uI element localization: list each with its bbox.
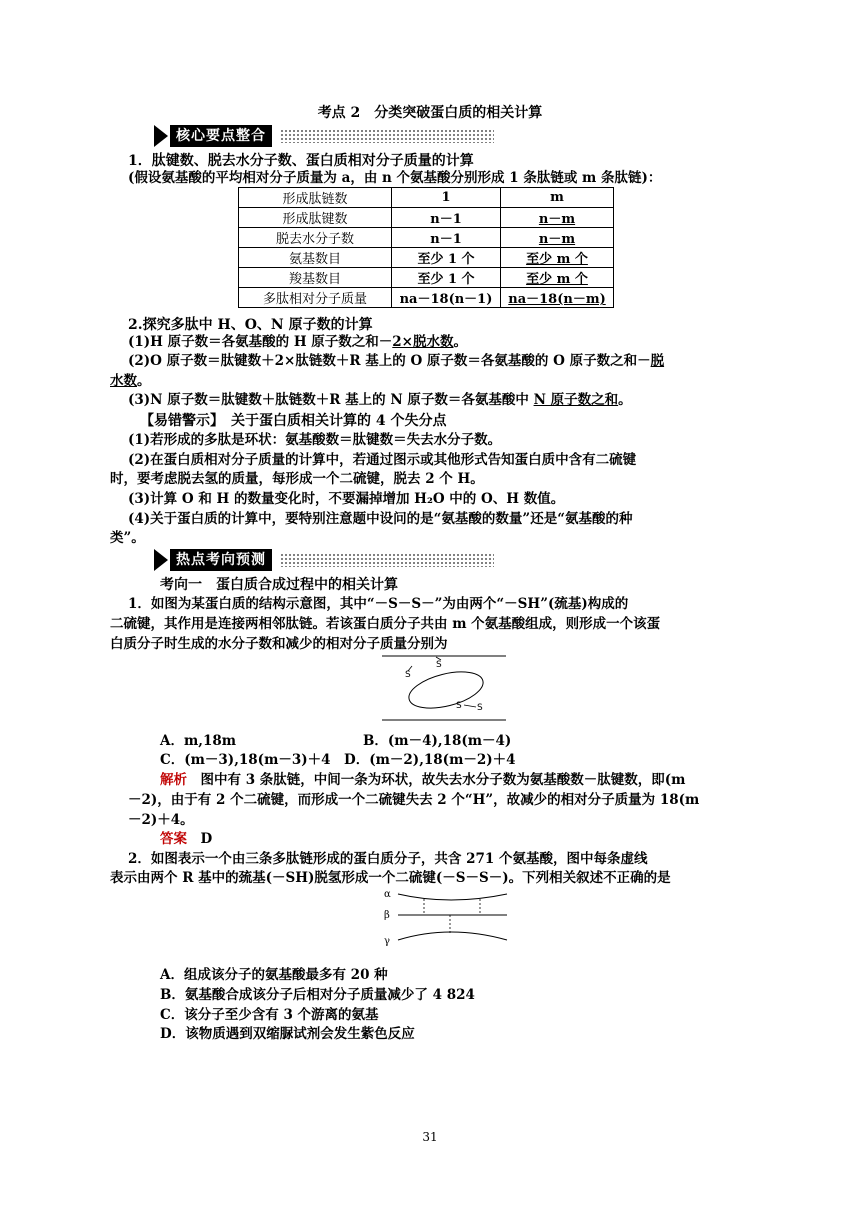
table-cell: n－m — [501, 208, 614, 228]
banner-dots — [280, 553, 494, 567]
text: 。 — [137, 373, 151, 389]
table-row — [239, 228, 614, 248]
three-chain-figure — [382, 888, 512, 948]
warning-point: (1)若形成的多肽是环状：氨基酸数＝肽键数＝失去水分子数。 — [128, 432, 502, 448]
warning-heading: 【易错警示】 关于蛋白质相关计算的 4 个失分点 — [140, 413, 447, 429]
question-2-text: 2．如图表示一个由三条多肽链形成的蛋白质分子，共含 271 个氨基酸，图中每条虚线 — [128, 851, 648, 867]
option-a: A．m,18m — [160, 733, 237, 749]
table-cell: na－18(n－m) — [501, 288, 614, 308]
table-row — [239, 288, 614, 308]
table-cell: 脱去水分子数 — [239, 228, 392, 248]
table-row — [239, 208, 614, 228]
text: 。 — [618, 392, 632, 408]
sulfur-label: S — [456, 701, 462, 711]
text: 图中有 3 条肽链，中间一条为环状，故失去水分子数为氨基酸数－肽键数，即(m — [187, 772, 686, 788]
table-cell: n－m — [501, 228, 614, 248]
question-1-text: 1．如图为某蛋白质的结构示意图，其中“－S－S－”为由两个“－SH”(巯基)构成的 — [128, 596, 629, 612]
banner-arrow-icon — [154, 125, 168, 147]
banner-dots — [280, 129, 494, 143]
banner-label: 热点考向预测 — [170, 549, 272, 571]
banner-label: 核心要点整合 — [170, 125, 272, 147]
option-b: B．(m－4),18(m－4) — [363, 733, 512, 749]
table-cell: 形成肽链数 — [239, 188, 392, 208]
o-atom-line — [128, 351, 738, 371]
table-cell: 至少 m 个 — [501, 268, 614, 288]
underlined-text: 脱 — [650, 353, 665, 369]
table-cell: 至少 1 个 — [392, 268, 501, 288]
text: (2)O 原子数＝肽键数＋2×肽链数＋R 基上的 O 原子数＝各氨基酸的 O 原子数之和－ — [128, 353, 651, 369]
alpha-label: α — [384, 889, 391, 900]
section-banner-hot — [154, 549, 494, 571]
table-row — [239, 188, 614, 208]
text: 。 — [453, 334, 467, 350]
table-cell: na－18(n－1) — [392, 288, 501, 308]
sulfur-label: S — [405, 670, 411, 680]
gamma-label: γ — [384, 936, 390, 947]
option-d: D．该物质遇到双缩脲试剂会发生紫色反应 — [160, 1026, 415, 1042]
underlined-text: 水数 — [110, 373, 137, 389]
warning-point: (3)计算 O 和 H 的数量变化时，不要漏掉增加 H₂O 中的 O、H 数值。 — [128, 491, 565, 507]
table-cell: 多肽相对分子质量 — [239, 288, 392, 308]
table-cell: 至少 1 个 — [392, 248, 501, 268]
section1-premise: (假设氨基酸的平均相对分子质量为 a，由 n 个氨基酸分别形成 1 条肽链或 m 条肽链)： — [128, 170, 662, 186]
protein-structure-figure — [378, 652, 510, 724]
question-1-text: 白质分子时生成的水分子数和减少的相对分子质量分别为 — [110, 636, 448, 652]
table-cell: m — [501, 188, 614, 208]
analysis-line — [160, 770, 740, 790]
option-b: B．氨基酸合成该分子后相对分子质量减少了 4 824 — [160, 987, 475, 1003]
warning-point: 时，要考虑脱去氢的质量，每形成一个二硫键，脱去 2 个 H。 — [110, 471, 484, 487]
sulfur-label: S — [436, 660, 442, 670]
option-c: C．该分子至少含有 3 个游离的氨基 — [160, 1007, 379, 1023]
question-2-text: 表示由两个 R 基中的巯基(－SH)脱氢形成一个二硫键(－S－S－)。下列相关叙述不正确的是 — [110, 870, 671, 886]
underlined-text: 2×脱水数 — [392, 334, 454, 350]
underlined-text: N 原子数之和 — [533, 392, 619, 408]
analysis-line: －2)＋4。 — [128, 812, 194, 828]
page-number: 31 — [422, 1130, 438, 1144]
section2-heading: 2.探究多肽中 H、O、N 原子数的计算 — [128, 317, 373, 333]
warning-point: (2)在蛋白质相对分子质量的计算中，若通过图示或其他形式告知蛋白质中含有二硫键 — [128, 452, 637, 468]
table-cell: 羧基数目 — [239, 268, 392, 288]
analysis-label: 解析 — [160, 772, 187, 788]
warning-point: (4)关于蛋白质的计算中，要特别注意题中设问的是“氨基酸的数量”还是“氨基酸的种 — [128, 511, 633, 527]
table-cell: 氨基数目 — [239, 248, 392, 268]
banner-arrow-icon — [154, 549, 168, 571]
table-row — [239, 248, 614, 268]
question-1-text: 二硫键，其作用是连接两相邻肽链。若该蛋白质分子共由 m 个氨基酸组成，则形成一个该蛋 — [110, 616, 661, 632]
n-atom-line — [128, 390, 738, 410]
option-c-d: C．(m－3),18(m－3)＋4 D．(m－2),18(m－2)＋4 — [160, 752, 516, 768]
text: (3)N 原子数＝肽键数＋肽链数＋R 基上的 N 原子数＝各氨基酸中 — [128, 392, 534, 408]
o-atom-line-cont — [110, 371, 720, 391]
table-row — [239, 268, 614, 288]
section-banner-core — [154, 125, 494, 147]
answer-line — [160, 829, 770, 849]
table-cell: 1 — [392, 188, 501, 208]
warning-point: 类”。 — [110, 530, 145, 546]
h-atom-line — [128, 332, 738, 352]
table-cell: n－1 — [392, 228, 501, 248]
answer-label: 答案 — [160, 831, 187, 847]
page-title: 考点 2 分类突破蛋白质的相关计算 — [317, 105, 543, 121]
table-cell: 至少 m 个 — [501, 248, 614, 268]
peptide-table — [238, 187, 614, 308]
answer-value: D — [187, 831, 213, 847]
table-cell: n－1 — [392, 208, 501, 228]
table-cell: 形成肽键数 — [239, 208, 392, 228]
analysis-line: －2)，由于有 2 个二硫键，而形成一个二硫键失去 2 个“H”，故减少的相对分子质量为 18(m — [128, 792, 700, 808]
text: (1)H 原子数＝各氨基酸的 H 原子数之和－ — [128, 334, 393, 350]
direction-heading: 考向一 蛋白质合成过程中的相关计算 — [160, 577, 398, 593]
beta-label: β — [384, 910, 390, 921]
section1-heading: 1．肽键数、脱去水分子数、蛋白质相对分子质量的计算 — [128, 153, 474, 169]
sulfur-label: S — [477, 703, 483, 713]
option-a: A．组成该分子的氨基酸最多有 20 种 — [160, 967, 388, 983]
